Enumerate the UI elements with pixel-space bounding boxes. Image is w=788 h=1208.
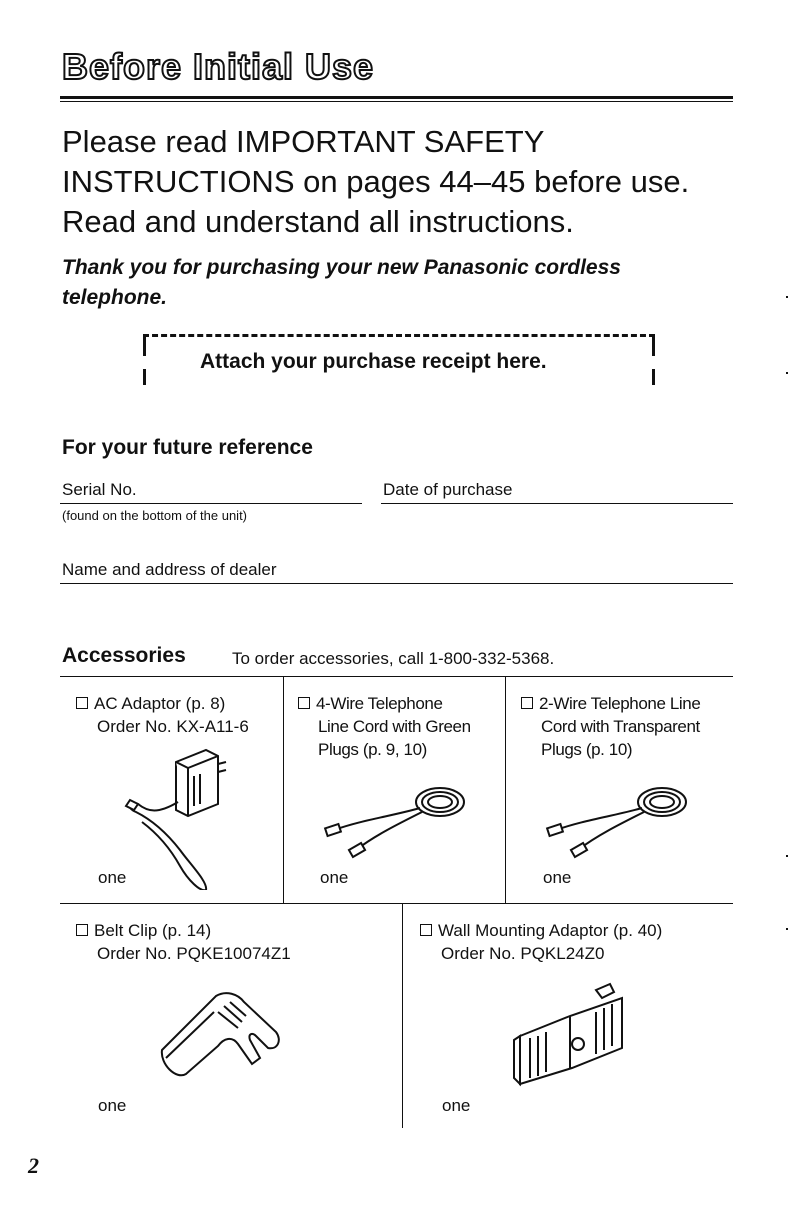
- quantity-label: one: [98, 868, 127, 887]
- checkbox[interactable]: [298, 697, 310, 709]
- checkbox[interactable]: [521, 697, 533, 709]
- accessory-order-number: Order No. KX-A11-6: [97, 717, 249, 736]
- dealer-label: Name and address of dealer: [62, 560, 277, 579]
- accessory-description: Cord with Transparent: [541, 717, 700, 736]
- accessory-description: Line Cord with Green: [318, 717, 471, 736]
- accessory-description: Plugs (p. 10): [541, 740, 633, 759]
- accessory-belt-clip: [76, 919, 291, 965]
- thank-you-note: [62, 253, 742, 313]
- accessory-name: Wall Mounting Adaptor (p. 40): [438, 921, 663, 940]
- grid-divider: [402, 903, 403, 1128]
- safety-notice-line: Read and understand all instructions.: [62, 204, 574, 239]
- accessory-2-wire-cord: [521, 692, 700, 761]
- serial-number-label: Serial No.: [62, 480, 137, 499]
- quantity-label: one: [442, 1096, 471, 1115]
- title-rule-thin: [60, 101, 733, 102]
- telephone-cord-icon: [322, 780, 472, 860]
- accessories-order-info: To order accessories, call 1-800-332-5368.: [232, 649, 555, 668]
- grid-row-rule: [60, 903, 733, 904]
- telephone-cord-icon: [544, 780, 694, 860]
- serial-number-line[interactable]: [60, 503, 362, 504]
- future-reference-heading: For your future reference: [62, 436, 313, 459]
- quantity-label: one: [320, 868, 349, 887]
- receipt-label: Attach your purchase receipt here.: [200, 350, 547, 373]
- safety-notice-line: Please read IMPORTANT SAFETY: [62, 124, 545, 159]
- page-title: Before Initial Use: [62, 46, 375, 87]
- accessory-ac-adaptor: [76, 692, 249, 738]
- quantity-label: one: [98, 1096, 127, 1115]
- receipt-box-corner: [652, 334, 655, 356]
- accessory-name: AC Adaptor (p. 8): [94, 694, 226, 713]
- safety-notice-line: INSTRUCTIONS on pages 44–45 before use.: [62, 164, 690, 199]
- ac-adaptor-icon: [118, 742, 238, 890]
- accessory-order-number: Order No. PQKE10074Z1: [97, 944, 291, 963]
- wall-mount-adaptor-icon: [510, 978, 630, 1088]
- accessory-wall-mount-adaptor: [420, 919, 662, 965]
- checkbox[interactable]: [420, 924, 432, 936]
- purchase-date-line[interactable]: [381, 503, 733, 504]
- dealer-line[interactable]: [60, 583, 733, 584]
- grid-divider: [505, 676, 506, 903]
- page-number: 2: [28, 1153, 39, 1178]
- accessory-description: Plugs (p. 9, 10): [318, 740, 427, 759]
- accessories-heading: Accessories: [62, 644, 186, 667]
- accessory-4-wire-cord: [298, 692, 471, 761]
- quantity-label: one: [543, 868, 572, 887]
- serial-number-note: (found on the bottom of the unit): [62, 508, 248, 523]
- accessory-name: 4-Wire Telephone: [316, 694, 443, 713]
- title-rule: [60, 96, 733, 99]
- safety-notice: [62, 122, 752, 242]
- accessory-name: 2-Wire Telephone Line: [539, 694, 701, 713]
- receipt-box-tick: [143, 369, 146, 385]
- thank-you-line: Thank you for purchasing your new Panasonic cordless: [62, 256, 621, 279]
- grid-divider: [283, 676, 284, 903]
- purchase-date-label: Date of purchase: [383, 480, 513, 499]
- receipt-box-tick: [652, 369, 655, 385]
- checkbox[interactable]: [76, 697, 88, 709]
- accessory-name: Belt Clip (p. 14): [94, 921, 212, 940]
- accessory-order-number: Order No. PQKL24Z0: [441, 944, 605, 963]
- belt-clip-icon: [156, 988, 286, 1078]
- receipt-box-corner: [143, 334, 146, 356]
- accessories-top-rule: [60, 676, 733, 677]
- thank-you-line: telephone.: [62, 286, 168, 309]
- checkbox[interactable]: [76, 924, 88, 936]
